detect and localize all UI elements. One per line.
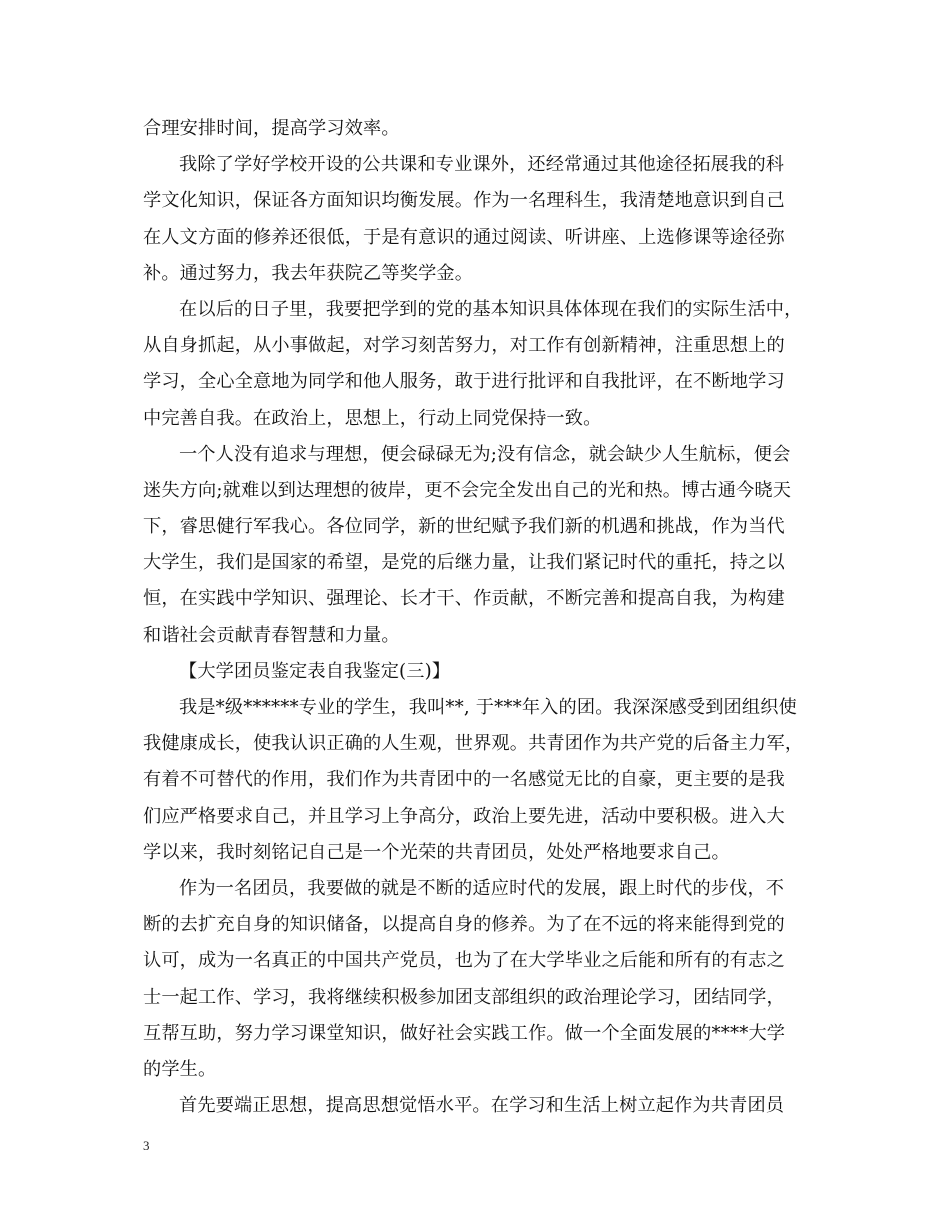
text-line: 断的去扩充自身的知识储备，以提高自身的修养。为了在不远的将来能得到党的 [143,914,785,936]
paragraph-first-line: 作为一名团员，我要做的就是不断的适应时代的发展，跟上时代的步伐，不 [179,877,785,899]
paragraph-first-line: 我是*级******专业的学生，我叫**, 于***年入的团。我深深感受到团组织使 [179,697,797,718]
text-line: 们应严格要求自己，并且学习上争高分，政治上要先进，活动中要积极。进入大 [143,805,785,827]
text-line: 补。通过努力，我去年获院乙等奖学金。 [143,262,474,284]
text-line: 学文化知识，保证各方面知识均衡发展。作为一名理科生，我清楚地意识到自己 [143,190,785,212]
text-line: 合理安排时间，提高学习效率。 [143,118,400,139]
paragraph-first-line: 【大学团员鉴定表自我鉴定(三)】 [179,660,451,682]
paragraph-first-line: 一个人没有追求与理想，便会碌碌无为;没有信念，就会缺少人生航标，便会 [179,443,791,465]
paragraph-first-line: 我除了学好学校开设的公共课和专业课外，还经常通过其他途径拓展我的科 [179,154,785,176]
text-line: 的学生。 [143,1058,217,1080]
text-line: 中完善自我。在政治上，思想上，行动上同党保持一致。 [143,407,602,429]
text-line: 认可，成为一名真正的中国共产党员，也为了在大学毕业之后能和所有的有志之 [143,950,785,972]
text-line: 大学生，我们是国家的希望，是党的后继力量，让我们紧记时代的重托，持之以 [143,552,785,574]
text-line: 士一起工作、学习，我将继续积极参加团支部组织的政治理论学习，团结同学， [143,986,785,1008]
text-line: 学习，全心全意地为同学和他人服务，敢于进行批评和自我批评，在不断地学习 [143,371,785,393]
text-line: 恒，在实践中学知识、强理论、长才干、作贡献，不断完善和提高自我，为构建 [143,588,785,610]
document-body [143,111,813,1124]
text-line: 在人文方面的修养还很低，于是有意识的通过阅读、听讲座、上选修课等途径弥 [143,226,785,248]
text-line: 互帮互助，努力学习课堂知识，做好社会实践工作。做一个全面发展的****大学 [143,1022,786,1044]
text-line: 我健康成长，使我认识正确的人生观，世界观。共青团作为共产党的后备主力军， [143,733,804,755]
text-line: 和谐社会贡献青春智慧和力量。 [143,624,400,646]
paragraph-first-line: 在以后的日子里，我要把学到的党的基本知识具体体现在我们的实际生活中， [179,298,803,320]
text-line: 学以来，我时刻铭记自己是一个光荣的共青团员，处处严格地要求自己。 [143,841,730,863]
text-line: 从自身抓起，从小事做起，对学习刻苦努力，对工作有创新精神，注重思想上的 [143,335,785,357]
text-line: 下，睿思健行军我心。各位同学，新的世纪赋予我们新的机遇和挑战，作为当代 [143,516,785,538]
paragraph-first-line: 首先要端正思想，提高思想觉悟水平。在学习和生活上树立起作为共青团员 [179,1095,785,1117]
text-line: 有着不可替代的作用，我们作为共青团中的一名感觉无比的自豪，更主要的是我 [143,769,785,791]
page-number: 3 [143,1138,150,1153]
text-line: 迷失方向;就难以到达理想的彼岸，更不会完全发出自己的光和热。博古通今晓天 [143,479,792,501]
